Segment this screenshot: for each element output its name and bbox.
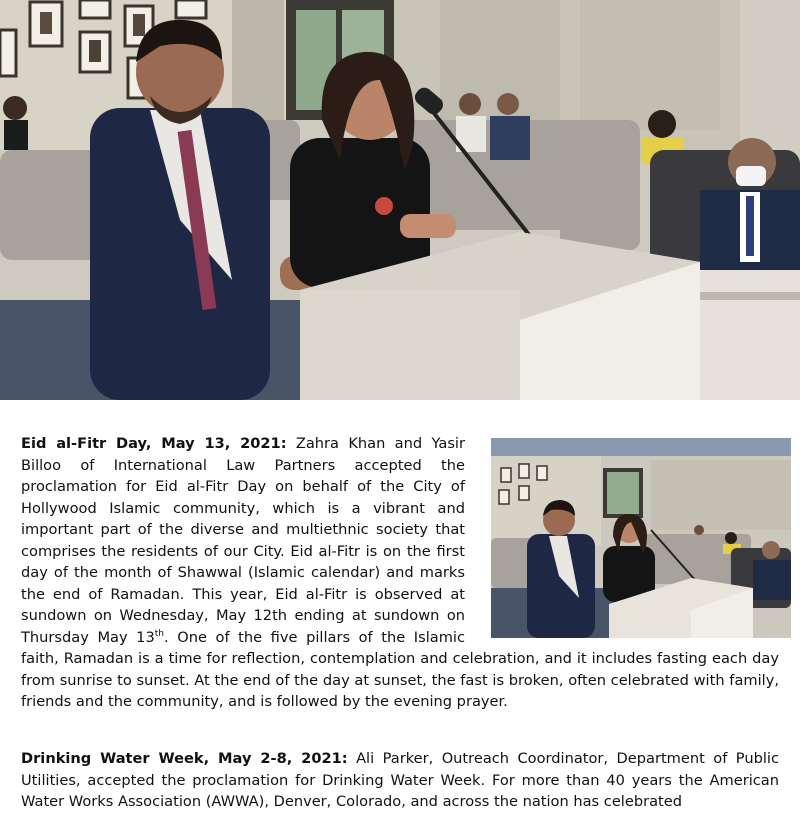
inset-photo <box>491 438 791 638</box>
water-section <box>21 748 779 813</box>
chamber-scene <box>0 0 800 400</box>
water-body: Ali Parker, Outreach Coordinator, Department of Public Utilities, accepted the proclamation for Drinking Water Week. For more than 40 years the American Water Works Association (AWWA), Denver, Colorado, and across the nation has celebrated <box>21 750 779 810</box>
eid-ordinal-suffix: th <box>154 628 164 639</box>
eid-body-part2: . One of the five pillars of the Islamic faith, Ramadan is a time for reflection, contemplation and celebration, and it includes fasting each day from sunrise to sunset. At the end of the day at sunset, the fast is broken, often celebrated with family, friends and the community, and is followed by the evening prayer. <box>21 628 779 710</box>
top-photo <box>0 0 800 400</box>
eid-body-part1: Zahra Khan and Yasir Billoo of International Law Partners accepted the proclamation for Eid al-Fitr Day on behalf of the City of Hollywood Islamic community, which is a vibrant and important part of the diverse and multiethnic society that comprises the residents of our City. Eid al-Fitr is on the first day of the month of Shawwal (Islamic calendar) and marks the end of Ramadan. This year, Eid al-Fitr is observed at sundown on Wednesday, May 12th ending at sundown on Thursday May 13 <box>21 435 465 646</box>
water-heading: Drinking Water Week, May 2-8, 2021: <box>21 750 348 767</box>
eid-heading: Eid al-Fitr Day, May 13, 2021: <box>21 435 287 452</box>
chamber-scene-wide <box>491 438 791 638</box>
